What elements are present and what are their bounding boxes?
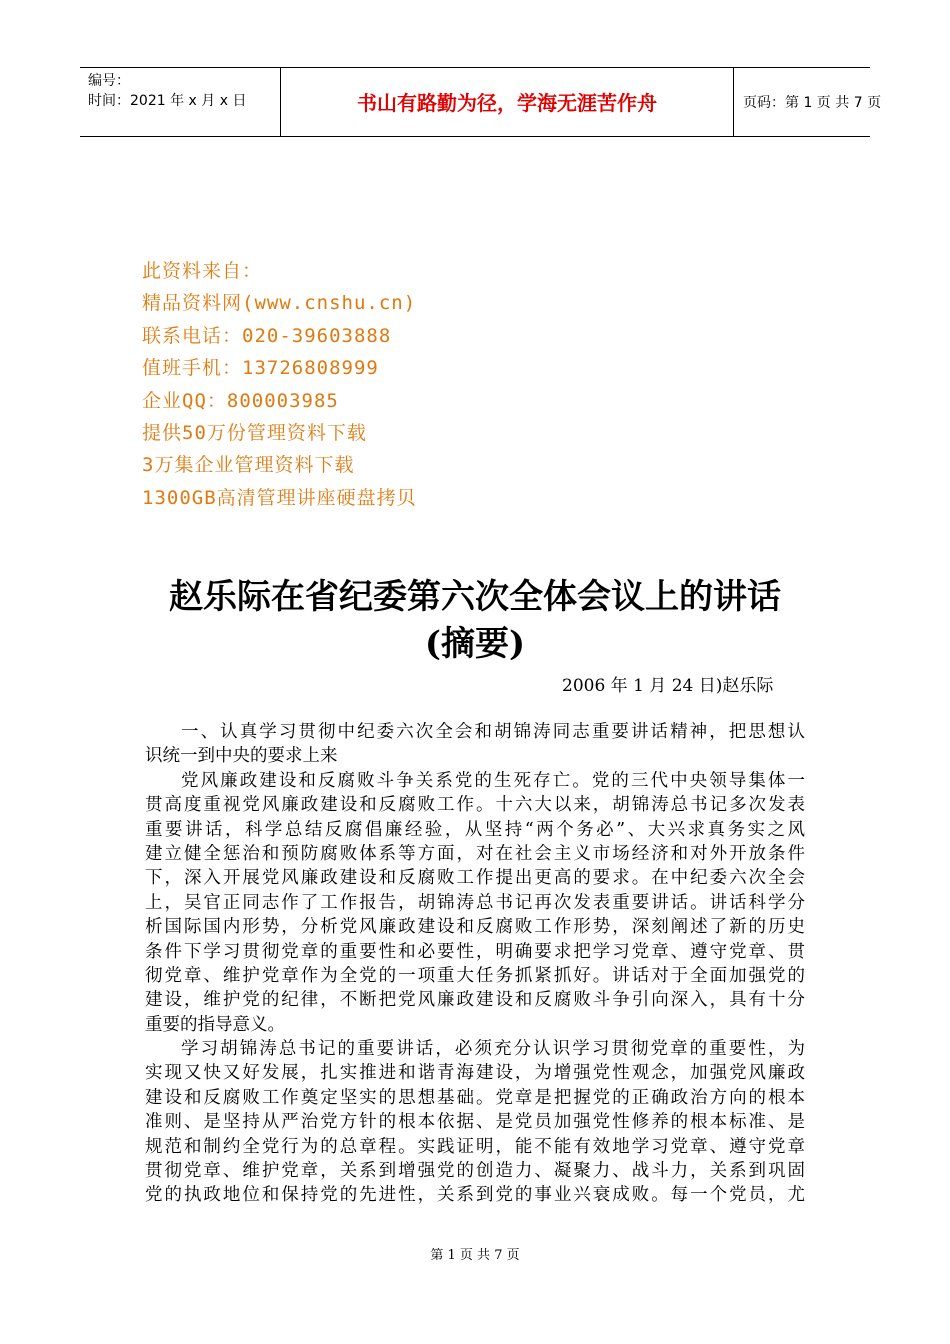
header-meta-cell (80, 68, 280, 136)
body-line: 建设，维护党的纪律，不断把党风廉政建设和反腐败斗争引向深入，具有十分 (145, 990, 805, 1011)
document-subtitle: (摘要) (424, 624, 526, 664)
body-line: 贯高度重视党风廉政建设和反腐败工作。十六大以来，胡锦涛总书记多次发表 (145, 795, 805, 816)
header-motto-cell (280, 68, 734, 136)
body-line: 彻党章、维护党章作为全党的一项重大任务抓紧抓好。讲话对于全面加强党的 (145, 965, 805, 986)
body-line: 一、认真学习贯彻中纪委六次全会和胡锦涛同志重要讲话精神，把思想认 (181, 722, 805, 742)
promo-line: 3万集企业管理资料下载 (142, 454, 355, 477)
body-line: 建设和反腐败工作奠定坚实的思想基础。党章是把握党的正确政治方向的根本 (145, 1087, 805, 1108)
promo-line: 值班手机：13726808999 (142, 357, 379, 380)
body-line: 党风廉政建设和反腐败斗争关系党的生死存亡。党的三代中央领导集体一 (181, 770, 805, 791)
body-line: 准则、是坚持从严治党方针的根本依据、是党员加强党性修养的根本标准、是 (145, 1112, 805, 1133)
promo-block (142, 255, 417, 514)
document-title: 赵乐际在省纪委第六次全体会议上的讲话 (169, 577, 781, 617)
header-page-cell (733, 68, 882, 136)
promo-line: 此资料来自： (142, 260, 263, 282)
body-line: 上，吴官正同志作了工作报告，胡锦涛总书记再次发表重要讲话。讲话科学分 (145, 892, 805, 913)
number-label: 编号： (88, 73, 130, 89)
body-line: 党的执政地位和保持党的先进性，关系到党的事业兴衰成败。每一个党员，尤 (145, 1185, 805, 1206)
body-line: 学习胡锦涛总书记的重要讲话，必须充分认识学习贯彻党章的重要性，为 (181, 1039, 805, 1060)
body-text (145, 720, 805, 1208)
body-line: 规范和制约全党行为的总章程。实践证明，能不能有效地学习党章、遵守党章 (145, 1136, 805, 1157)
promo-line: 企业QQ：800003985 (142, 389, 339, 412)
body-line: 实现又快又好发展，扎实推进和谐青海建设，为增强党性观念，加强党风廉政 (145, 1063, 805, 1084)
time-label: 时间：2021 年 x 月 x 日 (88, 93, 247, 109)
body-line: 贯彻党章、维护党章，关系到增强党的创造力、凝聚力、战斗力，关系到巩固 (145, 1161, 805, 1182)
dateline: 2006 年 1 月 24 日)赵乐际 (562, 676, 774, 696)
motto-text: 书山有路勤为径，学海无涯苦作舟 (357, 91, 657, 115)
page-code: 页码：第 1 页 共 7 页 (743, 95, 882, 111)
body-line: 识统一到中央的要求上来 (145, 746, 338, 767)
body-line: 重要讲话，科学总结反腐倡廉经验，从坚持“两个务必”、大兴求真务实之风 (145, 819, 805, 840)
promo-line: 1300GB高清管理讲座硬盘拷贝 (142, 486, 417, 509)
promo-line: 精品资料网(www.cnshu.cn) (142, 292, 417, 315)
body-line: 下，深入开展党风廉政建设和反腐败工作提出更高的要求。在中纪委六次全会 (145, 868, 805, 889)
body-line: 析国际国内形势，分析党风廉政建设和反腐败工作形势，深刻阐述了新的历史 (145, 917, 805, 938)
body-line: 条件下学习贯彻党章的重要性和必要性，明确要求把学习党章、遵守党章、贯 (145, 941, 805, 962)
body-line: 建立健全惩治和预防腐败体系等方面，对在社会主义市场经济和对外开放条件 (145, 843, 805, 864)
body-line: 重要的指导意义。 (145, 1014, 285, 1035)
page-footer: 第 1 页 共 7 页 (430, 1248, 520, 1263)
header-table (80, 67, 882, 137)
promo-line: 提供50万份管理资料下载 (142, 422, 367, 445)
promo-line: 联系电话：020-39603888 (142, 324, 392, 347)
